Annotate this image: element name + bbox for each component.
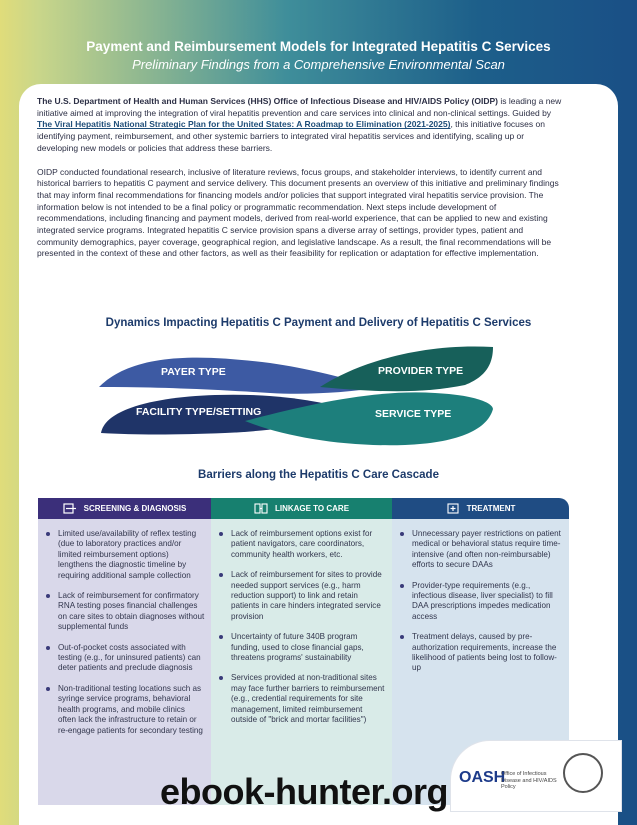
intro-paragraph-2: OIDP conducted foundational research, inclusive of literature reviews, focus groups, and stakeholder interviews, to identify current and historical barriers to hepatitis C payment and service delivery. This document presents an overview of this initiative and preliminary findings that may inform final recommendations for financing models and/or policies that support integrated viral hepatitis service provision. The information below is not intended to be a final policy or programmatic recommendation. Next steps include development of recommendations, including financing and payment models, derived from real-world experience, that can be applied to new and existing integrated service programs. Integrated hepatitis C service provision spans a diverse array of settings, provider types, patient and community demographics, payer coverage, geographical region, and legislative landscape. As a result, the final recommendations will be presented in the context of these and other factors, as well as their feasibility for replication or adaptation for effective implementation. <box>37 166 559 259</box>
page-title: Payment and Reimbursement Models for Integrated Hepatitis C Services <box>86 39 551 54</box>
list-item: Unnecessary payer restrictions on patient medical or behavioral status require time-intensive (and often non-reimbursable) efforts to secure DAAs <box>412 529 563 571</box>
list-item: Lack of reimbursement for sites to provide needed support services (e.g., harm reduction support) to link and retain patients in care hinders integrated service provision <box>231 570 386 622</box>
dynamics-title: Dynamics Impacting Hepatitis C Payment and Delivery of Hepatitis C Services <box>105 317 532 329</box>
linkage-header-label: LINKAGE TO CARE <box>274 504 350 513</box>
facility-type-label: FACILITY TYPE/SETTING <box>136 406 262 418</box>
treatment-icon <box>446 503 460 514</box>
oash-logo-text: OASH <box>459 769 506 786</box>
dynamics-ribbons <box>95 343 495 449</box>
linkage-icon <box>254 503 268 514</box>
header <box>0 0 637 95</box>
intro-text-b: , this initiative focuses on identifying payment, reimbursement, and other systemic barriers to integrated viral hepatitis services and identifying, scaling up or developing new models or policies that address these barriers. <box>37 119 545 153</box>
intro-text <box>37 96 565 272</box>
office-name: Office of Infectious Disease and HIV/AIDS Policy <box>501 771 557 790</box>
strategic-plan-link[interactable]: The Viral Hepatitis National Strategic Plan for the United States: A Roadmap to Elimination (2021-2025) <box>37 119 451 130</box>
list-item: Out-of-pocket costs associated with testing (e.g., for uninsured patients) can deter patients and preclude diagnosis <box>58 643 205 674</box>
screening-header-label: SCREENING & DIAGNOSIS <box>83 504 187 513</box>
list-item: Lack of reimbursement for confirmatory RNA testing poses financial challenges on care sites to obtain diagnoses without supplemental funds <box>58 591 205 632</box>
list-item: Provider-type requirements (e.g., infectious disease, liver specialist) to fill DAA prescriptions impedes medication access <box>412 581 563 623</box>
intro-paragraph-1 <box>37 96 565 155</box>
list-item: Treatment delays, caused by pre-authorization requirements, increase the likelihood of patients being lost to follow-up <box>412 632 563 674</box>
linkage-column <box>211 498 392 805</box>
treatment-header-label: TREATMENT <box>466 504 516 513</box>
hhs-seal-icon <box>563 753 603 793</box>
list-item: Non-traditional testing locations such as syringe service programs, behavioral health programs, and mobile clinics often lack the infrastructure to retain or re-engage patients for secondary testing <box>58 684 205 736</box>
intro-text-a: is leading a new initiative aimed at improving the integration of viral hepatitis prevention and care services into clinical and non-clinical settings. Guided by <box>37 96 562 118</box>
list-item: Limited use/availability of reflex testing (due to laboratory practices and/or limited reimbursement options) lengthens the diagnostic timeline by requiring additional sample collection <box>58 529 205 581</box>
linkage-body <box>211 519 392 805</box>
list-item: Services provided at non-traditional sites may face further barriers to reimbursement (e.g., credential requirements for site management, limited reimbursement outside of "brick and mortar facilities") <box>231 673 385 725</box>
list-item: Lack of reimbursement options exist for patient navigators, care coordinators, community health workers, etc. <box>231 529 386 560</box>
treatment-header <box>392 498 569 519</box>
payer-type-label: PAYER TYPE <box>161 366 226 378</box>
service-type-label: SERVICE TYPE <box>375 408 452 420</box>
screening-body <box>38 519 211 805</box>
linkage-header <box>211 498 392 519</box>
intro-bold: The U.S. Department of Health and Human Services (HHS) Office of Infectious Disease and HIV/AIDS Policy (OIDP) <box>37 96 498 106</box>
screening-icon <box>63 503 77 514</box>
page-subtitle: Preliminary Findings from a Comprehensive Environmental Scan <box>132 57 505 72</box>
oash-logo <box>450 740 622 812</box>
list-item: Uncertainty of future 340B program funding, used to close financial gaps, threatens programs' sustainability <box>231 632 386 663</box>
provider-type-label: PROVIDER TYPE <box>378 365 464 377</box>
screening-header <box>38 498 211 519</box>
watermark: ebook-hunter.org <box>160 771 448 812</box>
cascade-title: Barriers along the Hepatitis C Care Cascade <box>198 469 439 481</box>
screening-column <box>38 498 211 805</box>
